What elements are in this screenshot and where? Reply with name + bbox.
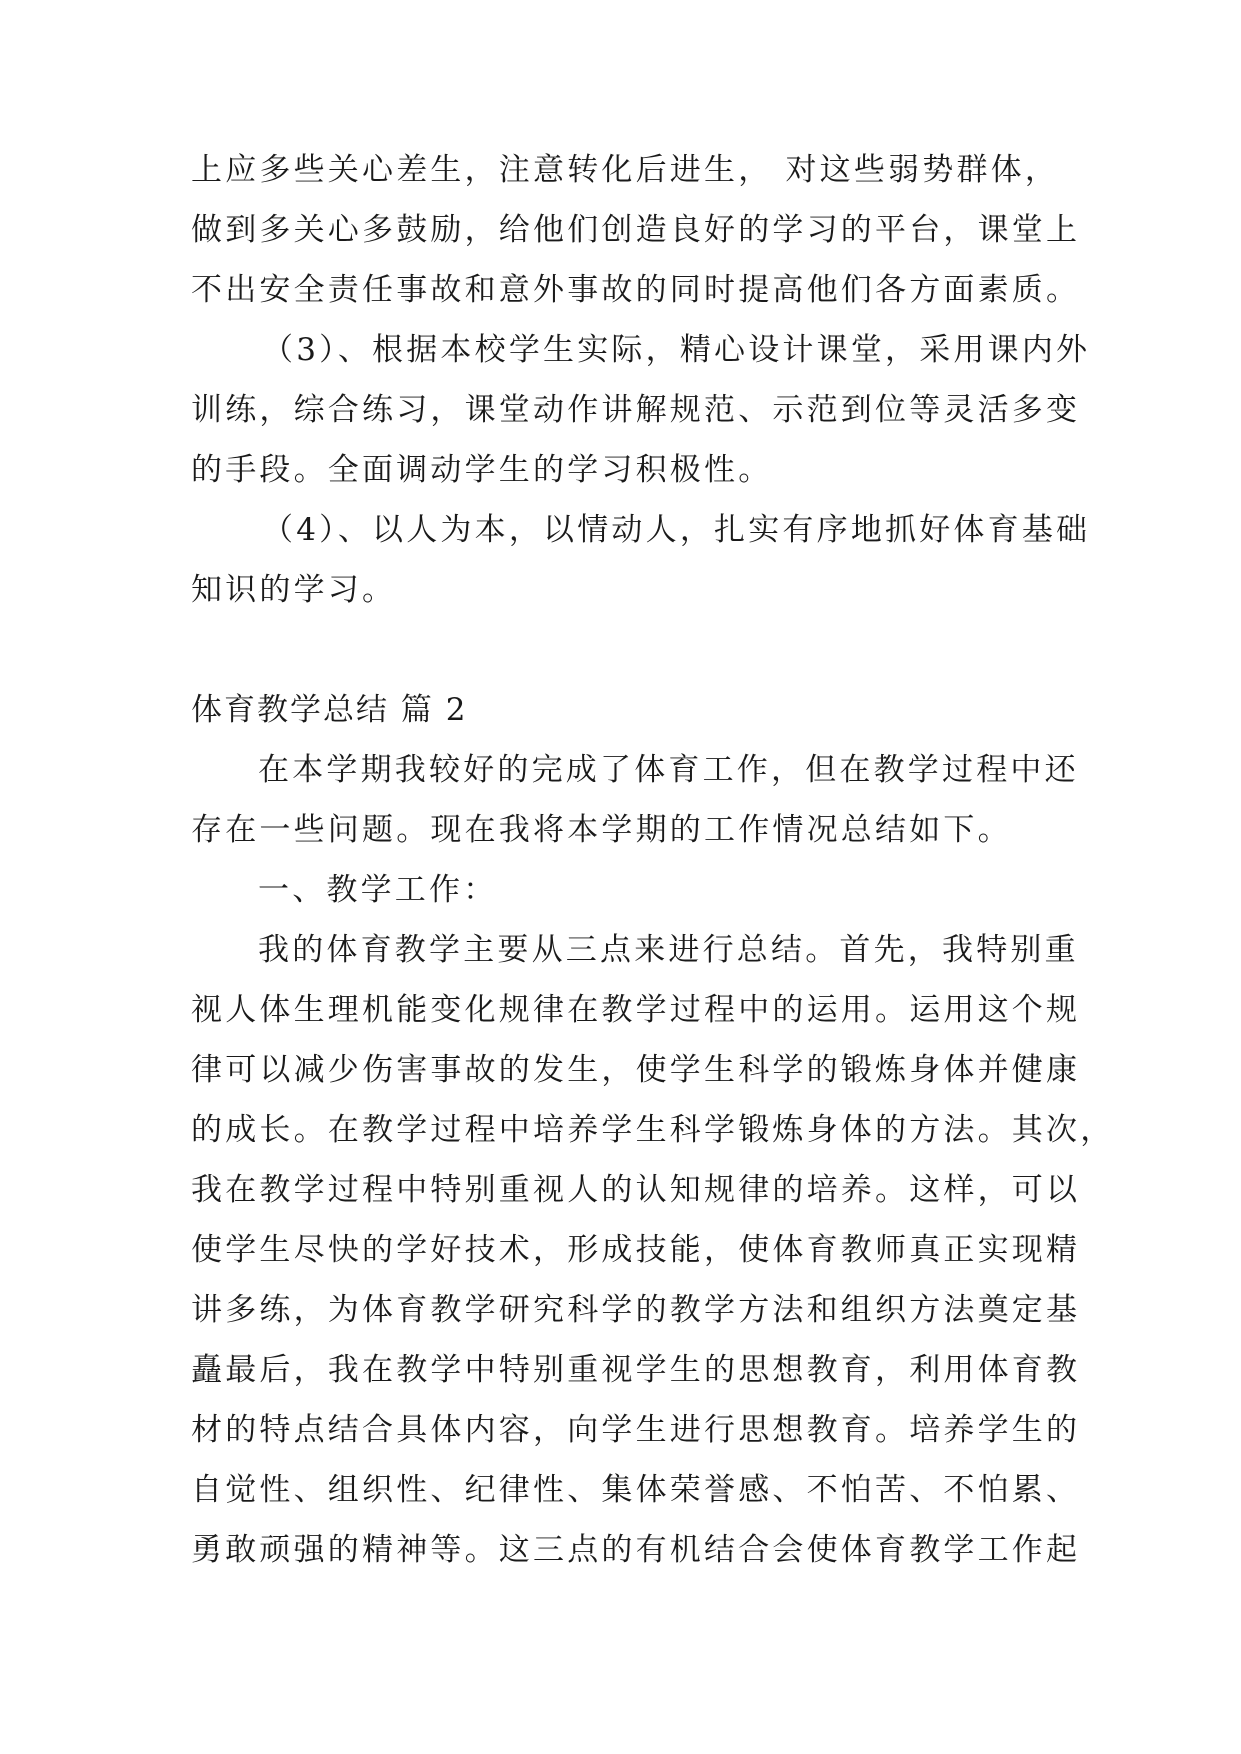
paragraph-line: 使学生尽快的学好技术，形成技能，使体育教师真正实现精 bbox=[191, 1232, 1081, 1268]
paragraph-line: 材的特点结合具体内容，向学生进行思想教育。培养学生的 bbox=[191, 1412, 1081, 1448]
paragraph-line: 视人体生理机能变化规律在教学过程中的运用。运用这个规 bbox=[191, 992, 1081, 1028]
paragraph-line: 律可以减少伤害事故的发生，使学生科学的锻炼身体并健康 bbox=[191, 1052, 1081, 1088]
paragraph-line: 上应多些关心差生，注意转化后进生， 对这些弱势群体， bbox=[191, 152, 1060, 188]
paragraph-line: 讲多练，为体育教学研究科学的教学方法和组织方法奠定基 bbox=[191, 1292, 1081, 1328]
paragraph-line: （4）、以人为本，以情动人，扎实有序地抓好体育基础 bbox=[262, 512, 1091, 548]
paragraph-line: 自觉性、组织性、纪律性、集体荣誉感、不怕苦、不怕累、 bbox=[191, 1472, 1081, 1508]
paragraph-line: 训练，综合练习，课堂动作讲解规范、示范到位等灵活多变 bbox=[191, 392, 1081, 428]
paragraph-line: 不出安全责任事故和意外事故的同时提高他们各方面素质。 bbox=[191, 272, 1081, 308]
paragraph-line: 我的体育教学主要从三点来进行总结。首先，我特别重 bbox=[258, 932, 1079, 968]
paragraph-line: 做到多关心多鼓励，给他们创造良好的学习的平台，课堂上 bbox=[191, 212, 1081, 248]
paragraph-line: 存在一些问题。现在我将本学期的工作情况总结如下。 bbox=[191, 812, 1012, 848]
paragraph-line: 知识的学习。 bbox=[191, 572, 397, 608]
section-heading: 体育教学总结 篇 2 bbox=[191, 692, 468, 728]
paragraph-line: 的手段。全面调动学生的学习积极性。 bbox=[191, 452, 773, 488]
paragraph-line: 勇敢顽强的精神等。这三点的有机结合会使体育教学工作起 bbox=[191, 1532, 1081, 1568]
paragraph-line: （3）、根据本校学生实际，精心设计课堂，采用课内外 bbox=[262, 332, 1091, 368]
subheading: 一、教学工作： bbox=[258, 872, 498, 908]
paragraph-line: 我在教学过程中特别重视人的认知规律的培养。这样，可以 bbox=[191, 1172, 1081, 1208]
paragraph-line: 矗最后，我在教学中特别重视学生的思想教育，利用体育教 bbox=[191, 1352, 1081, 1388]
paragraph-line: 的成长。在教学过程中培养学生科学锻炼身体的方法。其次， bbox=[191, 1112, 1115, 1148]
paragraph-line: 在本学期我较好的完成了体育工作，但在教学过程中还 bbox=[258, 752, 1079, 788]
